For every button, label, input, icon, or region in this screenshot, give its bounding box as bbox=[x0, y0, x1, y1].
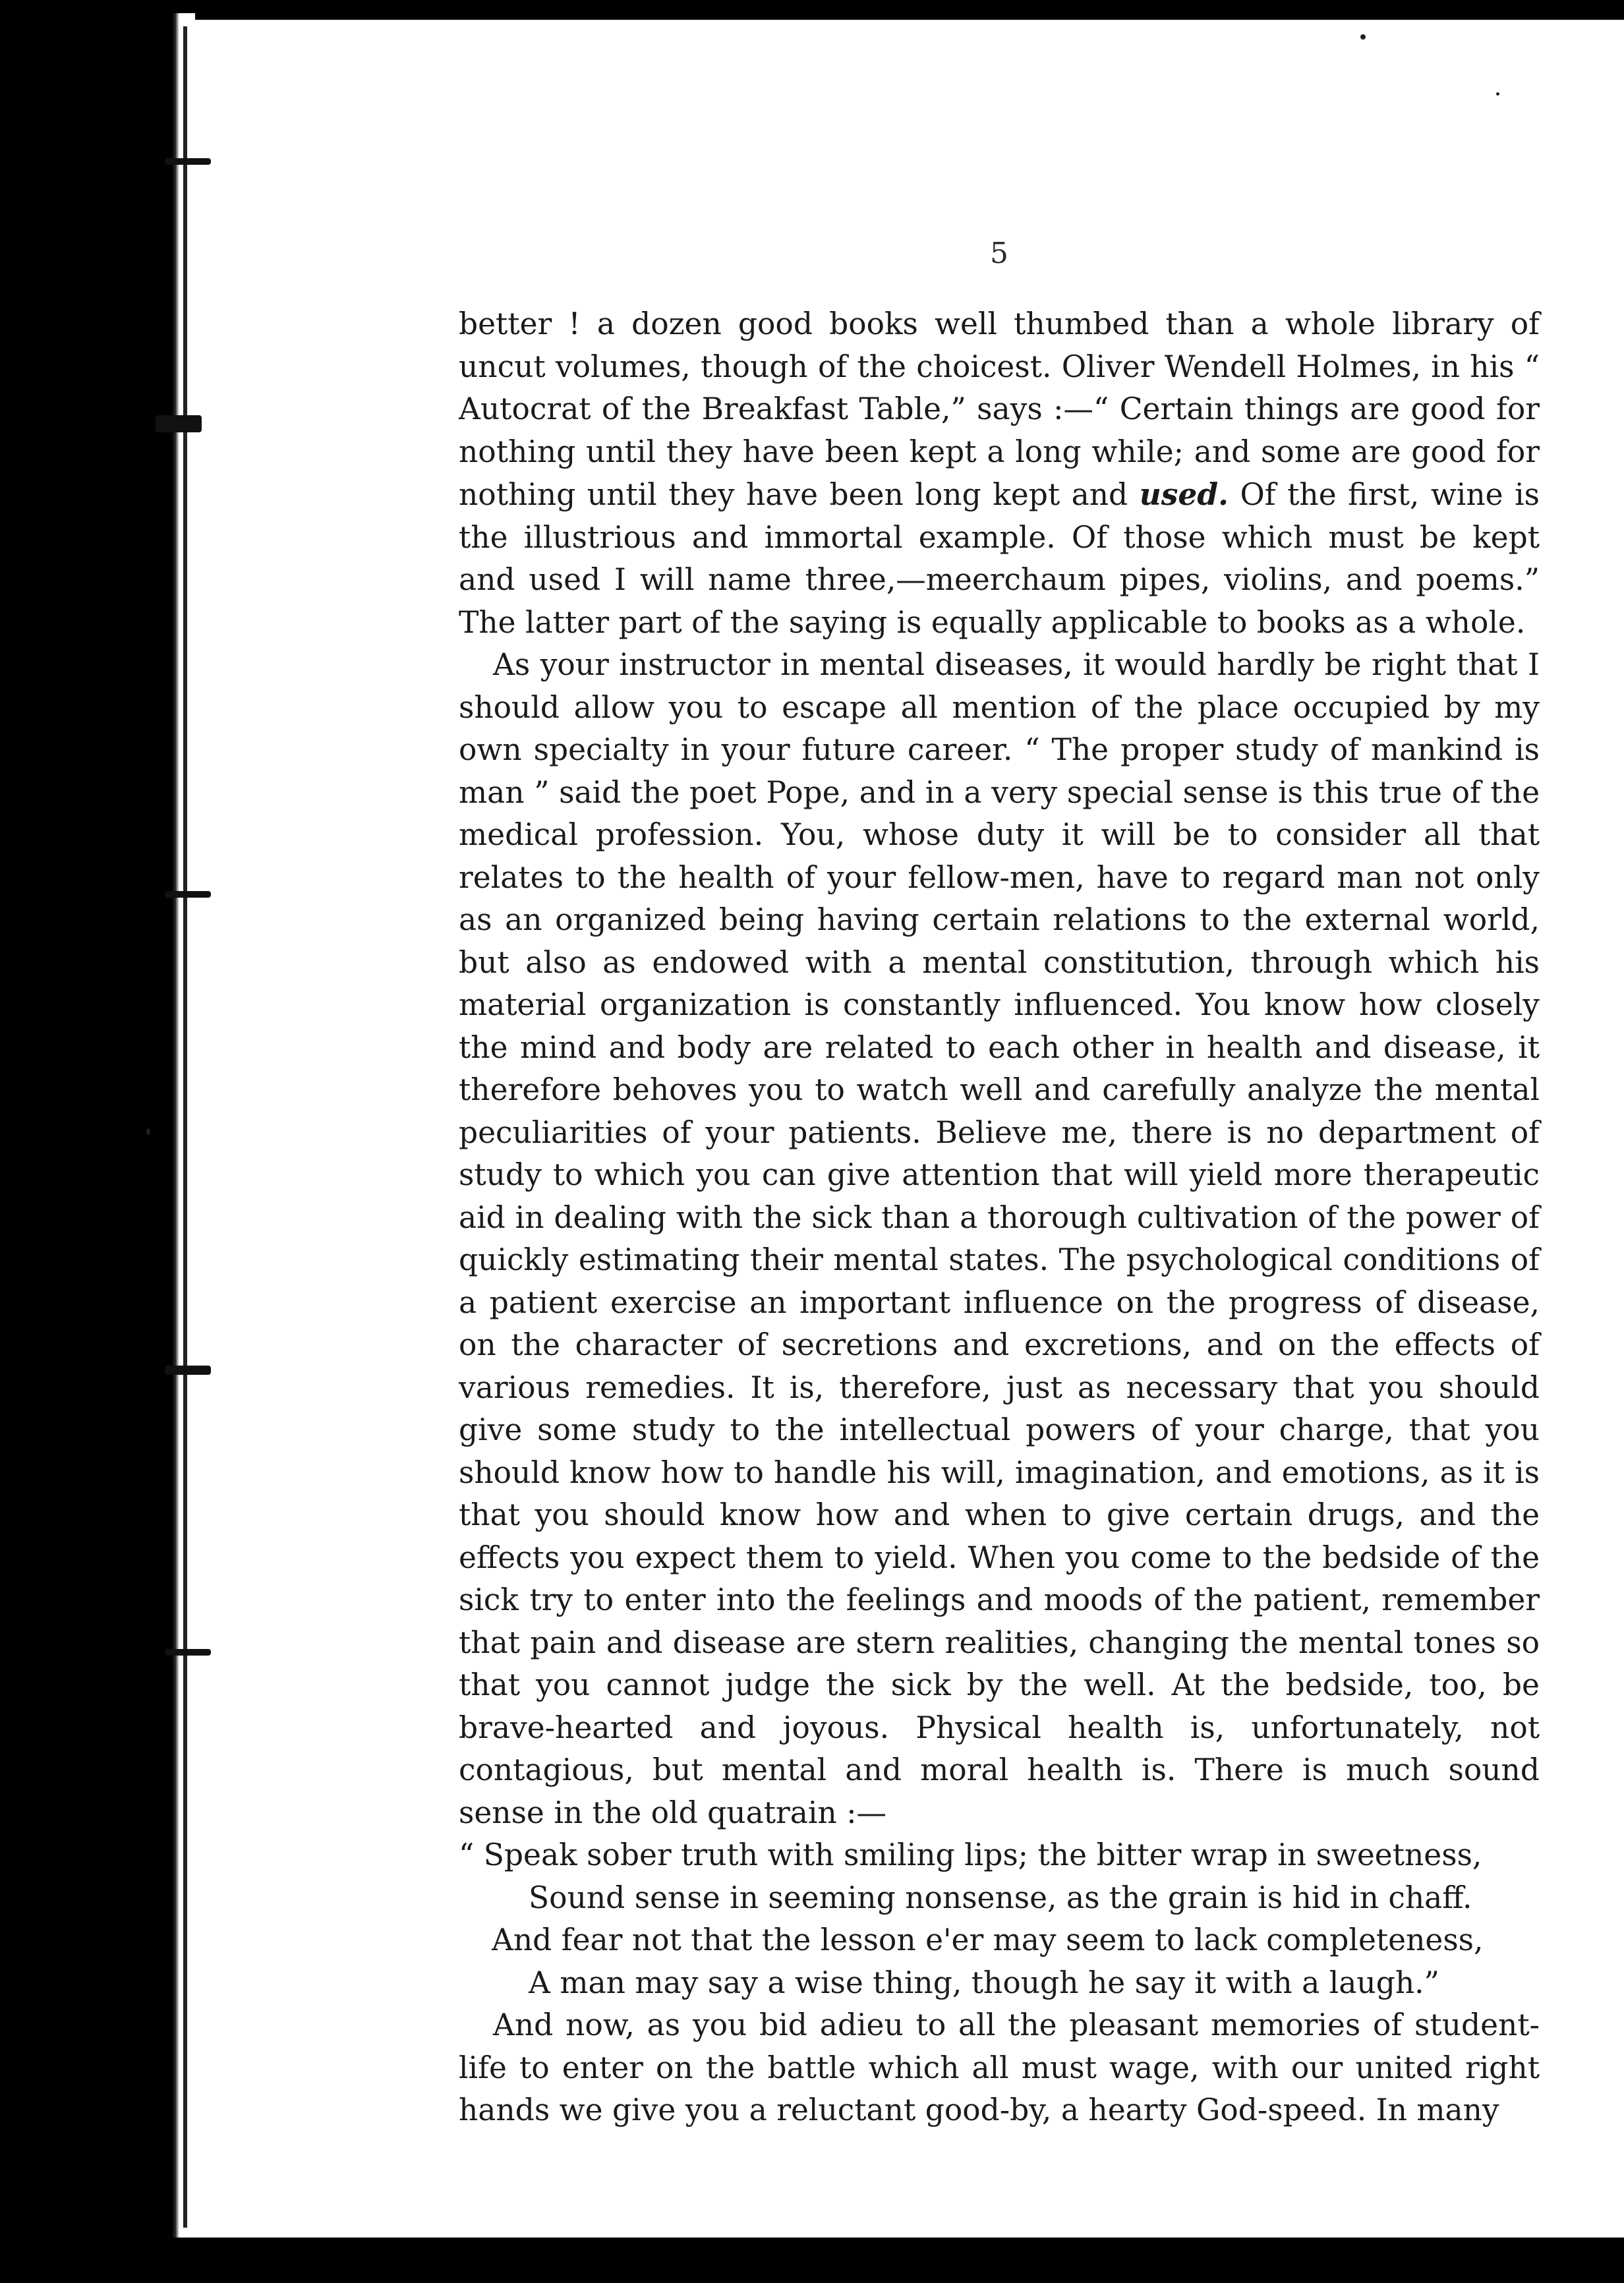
paragraph-1 bbox=[459, 303, 1540, 644]
text-run: As your instructor in mental diseases, it would hardly be right that I should allow you to escape all mention of the place occupied by my own specialty in your future career. “ The proper study of mankind is man ” said the poet Pope, and in a very special sense is this true of the medical profession. You, whose duty it will be to consider all that relates to the health of your fellow-men, have to regard man not only as an organized being having certain relations to the external world, but also as endowed with a mental constitution, through which his material organization is constantly influenced. You know how closely the mind and body are related to each other in health and disease, it therefore behoves you to watch well and carefully analyze the mental peculiarities of your patients. Believe me, there is no department of study to which you can give attention that will yield more therapeutic aid in dealing with the sick than a thorough cultivation of the power of quickly estimating their mental states. The psychological conditions of a patient exercise an important influence on the progress of disease, on the character of secretions and excretions, and on the effects of various remedies. It is, therefore, just as necessary that you should give some study to the intellectual powers of your charge, that you should know how to handle his will, imagination, and emotions, as it is that you should know how and when to give certain drugs, and the effects you expect them to yield. When you come to the bedside of the sick try to enter into the feelings and moods of the patient, remember that pain and disease are stern realities, changing the mental tones so that you cannot judge the sick by the well. At the bedside, too, be brave-hearted and joyous. Physical health is, unfortunately, not contagious, but mental and moral health is. There is much sound sense in the old quatrain :— bbox=[459, 647, 1540, 1830]
scan-left-border bbox=[0, 0, 173, 2283]
verse-line-1: “ Speak sober truth with smiling lips; the bitter wrap in sweetness, bbox=[459, 1837, 1482, 1872]
binding-stitch bbox=[165, 158, 211, 165]
scan-top-border bbox=[0, 0, 1624, 20]
paragraph-2 bbox=[459, 644, 1540, 1834]
closing-paragraph: And now, as you bid adieu to all the pleasant memories of student-life to enter on the battle which all must wage, with our united right hands we give you a reluctant good-by, a hearty God-speed. In many bbox=[459, 2008, 1540, 2127]
binding-stitch bbox=[156, 415, 202, 432]
page-number: 5 bbox=[990, 237, 1008, 270]
emphasized-word: used. bbox=[1139, 477, 1229, 512]
binding-stitch bbox=[165, 1366, 211, 1375]
text-run: better ! a dozen good books well thumbed than a whole library of uncut volumes, though of the choicest. Oliver Wendell Holmes, in his “ Autocrat of the Breakfast Table,” says :—“ Certain things are good for nothing until they have been kept a long while; and some are good for nothing until they have been long kept and bbox=[459, 306, 1540, 512]
text-run: Of the first, wine is the illustrious and immortal example. Of those which must be kept and used I will name three,—meerchaum pipes, violins, and poems.” The latter part of the saying is equally applicable to books as a whole. bbox=[459, 477, 1540, 640]
verse-line-4: A man may say a wise thing, though he say it with a laugh.” bbox=[529, 1965, 1439, 2000]
scan-speck bbox=[146, 1128, 150, 1135]
scan-bottom-border bbox=[0, 2238, 1624, 2283]
binding-stitch bbox=[165, 891, 211, 898]
scan-speck bbox=[1496, 92, 1499, 96]
binding-stitch bbox=[165, 1649, 211, 1656]
verse-line-3: And fear not that the lesson e'er may seem to lack completeness, bbox=[492, 1922, 1484, 1957]
scan-speck bbox=[1360, 34, 1366, 40]
verse-line-2: Sound sense in seeming nonsense, as the grain is hid in chaff. bbox=[529, 1880, 1472, 1915]
quatrain bbox=[459, 1834, 1540, 2004]
book-page bbox=[459, 224, 1540, 2132]
binding-thread-line bbox=[183, 26, 187, 2228]
